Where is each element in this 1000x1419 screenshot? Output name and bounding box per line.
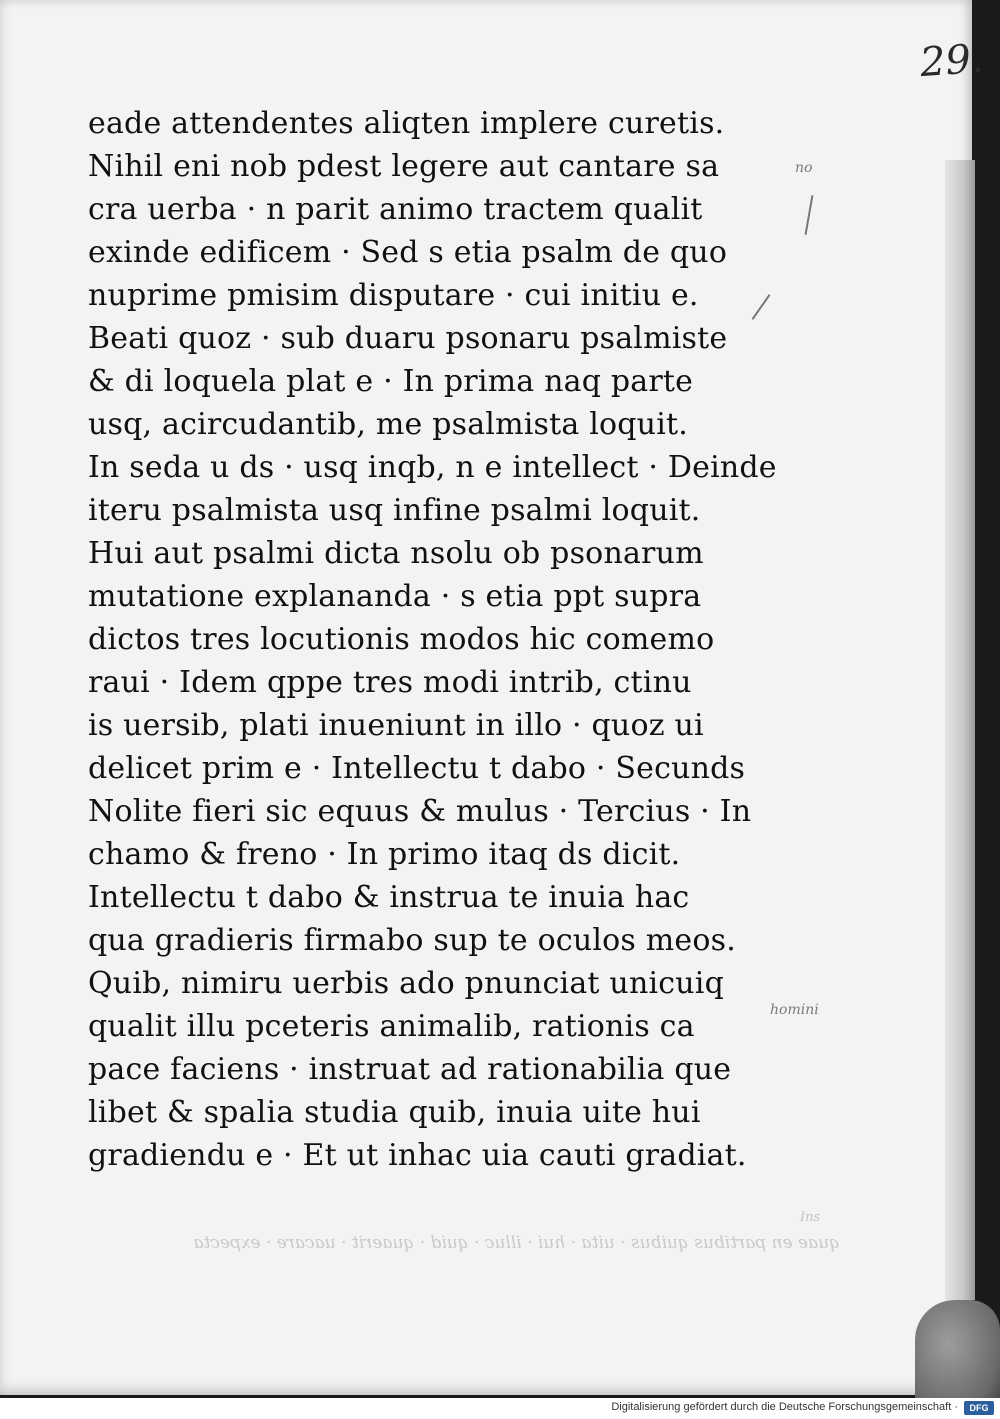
text-line: gradiendu e · Et ut inhac uia cauti gradiat. [88,1138,747,1173]
text-line: delicet prim e · Intellectu t dabo · Secunds [88,751,746,786]
bleed-through-text: quae en partibus quibus · uita · hui · illuc · quid · quaerit · uacare · expecta [193,1233,840,1253]
text-line: iteru psalmista usq infine psalmi loquit. [88,493,701,528]
main-text-block [88,102,788,1177]
text-line: Nolite fieri sic equus & mulus · Tercius · In [88,794,752,829]
text-line: is uersib, plati inueniunt in illo · quoz ui [88,708,704,743]
text-line: Quib, nimiru uerbis ado pnunciat unicuiq [88,966,724,1001]
holding-thumb [915,1300,1000,1398]
marginal-note-top: no [795,160,813,176]
text-line: In seda u ds · usq inqb, n e intellect · Deinde [88,450,777,485]
text-line: Nihil eni nob pdest legere aut cantare sa [88,149,720,184]
footer-bar [0,1398,1000,1419]
text-line: Beati quoz · sub duaru psonaru psalmiste [88,321,728,356]
text-line: nuprime pmisim disputare · cui initiu e. [88,278,699,313]
text-line: Hui aut psalmi dicta nsolu ob psonarum [88,536,704,571]
text-line: mutatione explananda · s etia ppt supra [88,579,702,614]
text-line: pace faciens · instruat ad rationabilia que [88,1052,732,1087]
text-line: libet & spalia studia quib, inuia uite hui [88,1095,701,1130]
text-line: dictos tres locutionis modos hic comemo [88,622,715,657]
text-line: qua gradieris firmabo sup te oculos meos. [88,923,736,958]
dfg-logo-label: DFG [969,1403,989,1413]
text-line: cra uerba · n parit animo tractem qualit [88,192,703,227]
page-edge-shadow [945,160,975,1300]
text-line: chamo & freno · In primo itaq ds dicit. [88,837,681,872]
text-line: & di loquela plat e · In prima naq parte [88,364,694,399]
text-line: eade attendentes aliqten implere curetis. [88,106,725,141]
folio-number: 29. [918,35,986,87]
text-line: qualit illu pceteris animalib, rationis ca [88,1009,695,1044]
funding-credit: Digitalisierung gefördert durch die Deutsche Forschungsgemeinschaft · [611,1401,958,1413]
dfg-logo-icon [964,1401,994,1415]
text-line: raui · Idem qppe tres modi intrib, ctinu [88,665,692,700]
text-line: usq, acircudantib, me psalmista loquit. [88,407,688,442]
text-line: exinde edificem · Sed s etia psalm de quo [88,235,728,270]
marginal-gloss: homini [770,1002,819,1018]
bleed-through-fragment: Ins [800,1210,821,1225]
margin-bracket-mark [805,195,814,235]
text-line: Intellectu t dabo & instrua te inuia hac [88,880,690,915]
